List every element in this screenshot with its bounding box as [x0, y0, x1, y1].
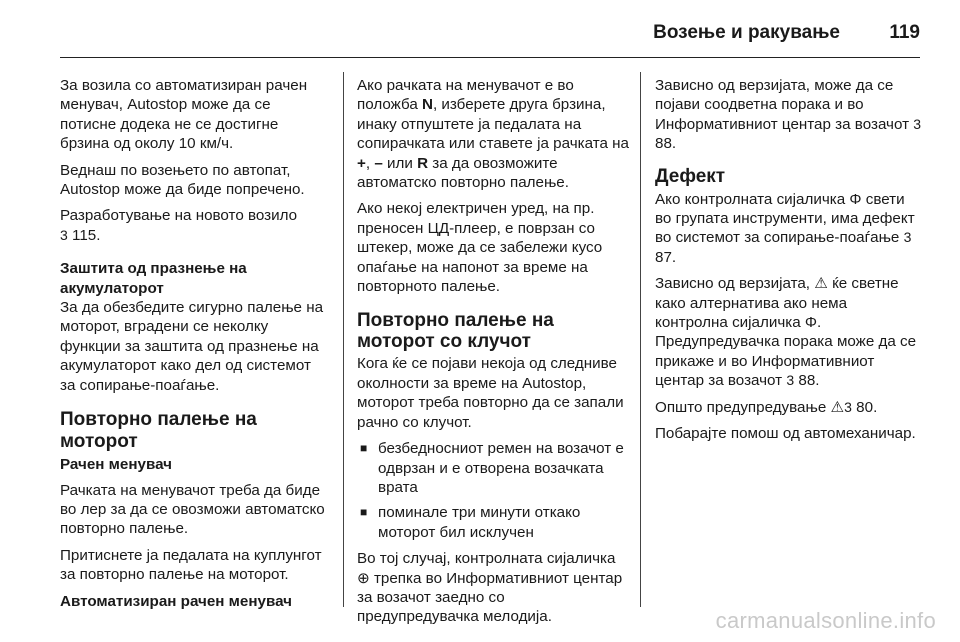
bullet-icon: ■	[360, 441, 368, 456]
text-run: ,	[365, 154, 375, 172]
paragraph: Ако некој електричен уред, на пр. преносен ЦД-плеер, е поврзан со штекер, може да се забележи кусо опаѓање на напонот за време на повторното палење.	[357, 200, 603, 296]
paragraph: Веднаш по возењето по автопат, Autostop може да биде попречено.	[60, 161, 305, 199]
section-heading: Дефект	[655, 165, 726, 187]
gear-label: R	[417, 154, 429, 172]
subheading: Заштита од празнење на акумулаторот	[60, 260, 247, 297]
list-item-text: поминале три минути откако моторот бил исклучен	[378, 504, 581, 541]
warning-icon: ⚠	[830, 398, 845, 416]
header-rule	[60, 57, 920, 58]
paragraph	[60, 206, 330, 245]
text-run: ќе светне како алтернатива ако нема контролна сијаличка	[655, 275, 899, 332]
paragraph: За да обезбедите сигурно палење на моторот, вградени се неколку функции за заштита од празнење на акумулаторот како дел од системот за сопирање-поаѓање.	[60, 299, 324, 394]
autostop-lamp-icon: Φ	[804, 314, 818, 332]
paragraph: Притиснете ја педалата на куплунгот за повторно палење на моторот.	[60, 546, 322, 584]
text-run: Во тој случај, контролната сијаличка	[357, 550, 616, 568]
column-divider	[640, 72, 641, 607]
text-run: , изберете друга брзина, инаку отпуштете ја педалата на сопирачката или ставете ја рачката на	[357, 96, 629, 153]
page-ref-arrow-icon: 3	[903, 229, 912, 246]
autostop-lamp-icon: ⊕	[357, 569, 370, 587]
page-ref-arrow-icon: 3	[60, 226, 68, 243]
text-run: за да овозможите автоматско повторно палење.	[357, 154, 569, 192]
page-ref[interactable]: 115.	[72, 226, 101, 244]
bullet-list	[357, 439, 629, 542]
paragraph-text: Разработување на новото возило	[60, 207, 298, 225]
text-run: или	[382, 154, 418, 172]
subheading: Рачен менувач	[60, 456, 172, 474]
paragraph	[655, 398, 923, 417]
column-right	[655, 76, 923, 451]
page-ref-arrow-icon: 3	[844, 398, 852, 415]
text-run: Ако рачката на менувачот е во положба	[357, 77, 574, 114]
gear-label: N	[422, 96, 433, 114]
text-run: Зависно од верзијата,	[655, 275, 815, 293]
paragraph	[655, 190, 923, 268]
section-heading: Повторно палење на моторот со клучот	[357, 310, 554, 353]
page-header	[60, 0, 920, 57]
text-run: свети во групата инструменти, има дефект во системот за сопирање-поаѓање	[655, 190, 915, 247]
text-run: .	[817, 314, 822, 332]
watermark: carmanualsonline.info	[715, 608, 936, 633]
page-ref[interactable]: 88.	[655, 135, 677, 153]
list-item	[357, 503, 629, 542]
text-run: Предупредувачка порака може да се прикаже и во Информативниот центар за возачот	[655, 333, 917, 390]
page-ref[interactable]: 88.	[798, 372, 820, 390]
paragraph	[655, 274, 923, 390]
page-number: 119	[889, 22, 920, 43]
page-ref-arrow-icon: 3	[786, 372, 795, 389]
gear-label: –	[374, 154, 383, 172]
paragraph	[357, 76, 629, 192]
autostop-lamp-icon: Φ	[849, 190, 862, 208]
paragraph: Побарајте помош од автомеханичар.	[655, 425, 916, 443]
page-ref-arrow-icon: 3	[913, 115, 922, 132]
text-run: Ако контролната сијаличка	[655, 190, 850, 208]
section-heading: Повторно палење на моторот	[60, 409, 257, 453]
page-ref[interactable]: 80.	[856, 398, 878, 416]
column-middle	[357, 76, 629, 634]
page-ref[interactable]: 87.	[655, 248, 677, 266]
column-left	[60, 76, 330, 611]
list-item-text: безбедносниот ремен на возачот е одврзан и е отворена возачката врата	[378, 440, 624, 496]
paragraph: Рачката на менувачот треба да биде во лер за да се овозможи автоматско повторно палење.	[60, 481, 325, 538]
paragraph	[655, 76, 923, 154]
column-divider	[343, 72, 344, 607]
running-title: Возење и ракување	[653, 22, 840, 43]
gear-label: +	[357, 154, 366, 172]
text-run: трепка во Информативниот центар за возачот заедно со предупредувачка мелодија.	[357, 569, 623, 626]
bullet-icon: ■	[360, 505, 368, 520]
list-item	[357, 439, 629, 497]
text-run: Зависно од верзијата, може да се појави соодветна порака и во Информативниот центар за возачот	[655, 77, 914, 133]
paragraph: Кога ќе се појави некоја од следниве околности за време на Autostop, моторот треба повторно да се запали рачно со клучот.	[357, 355, 624, 431]
text-run: Општо предупредување	[655, 398, 831, 416]
subheading: Автоматизиран рачен менувач	[60, 592, 293, 610]
warning-icon: ⚠	[814, 275, 828, 293]
paragraph	[357, 549, 629, 627]
paragraph: За возила со автоматизиран рачен менувач, Autostop може да се потисне додека не се достигне брзина од околу 10 км/ч.	[60, 77, 308, 153]
